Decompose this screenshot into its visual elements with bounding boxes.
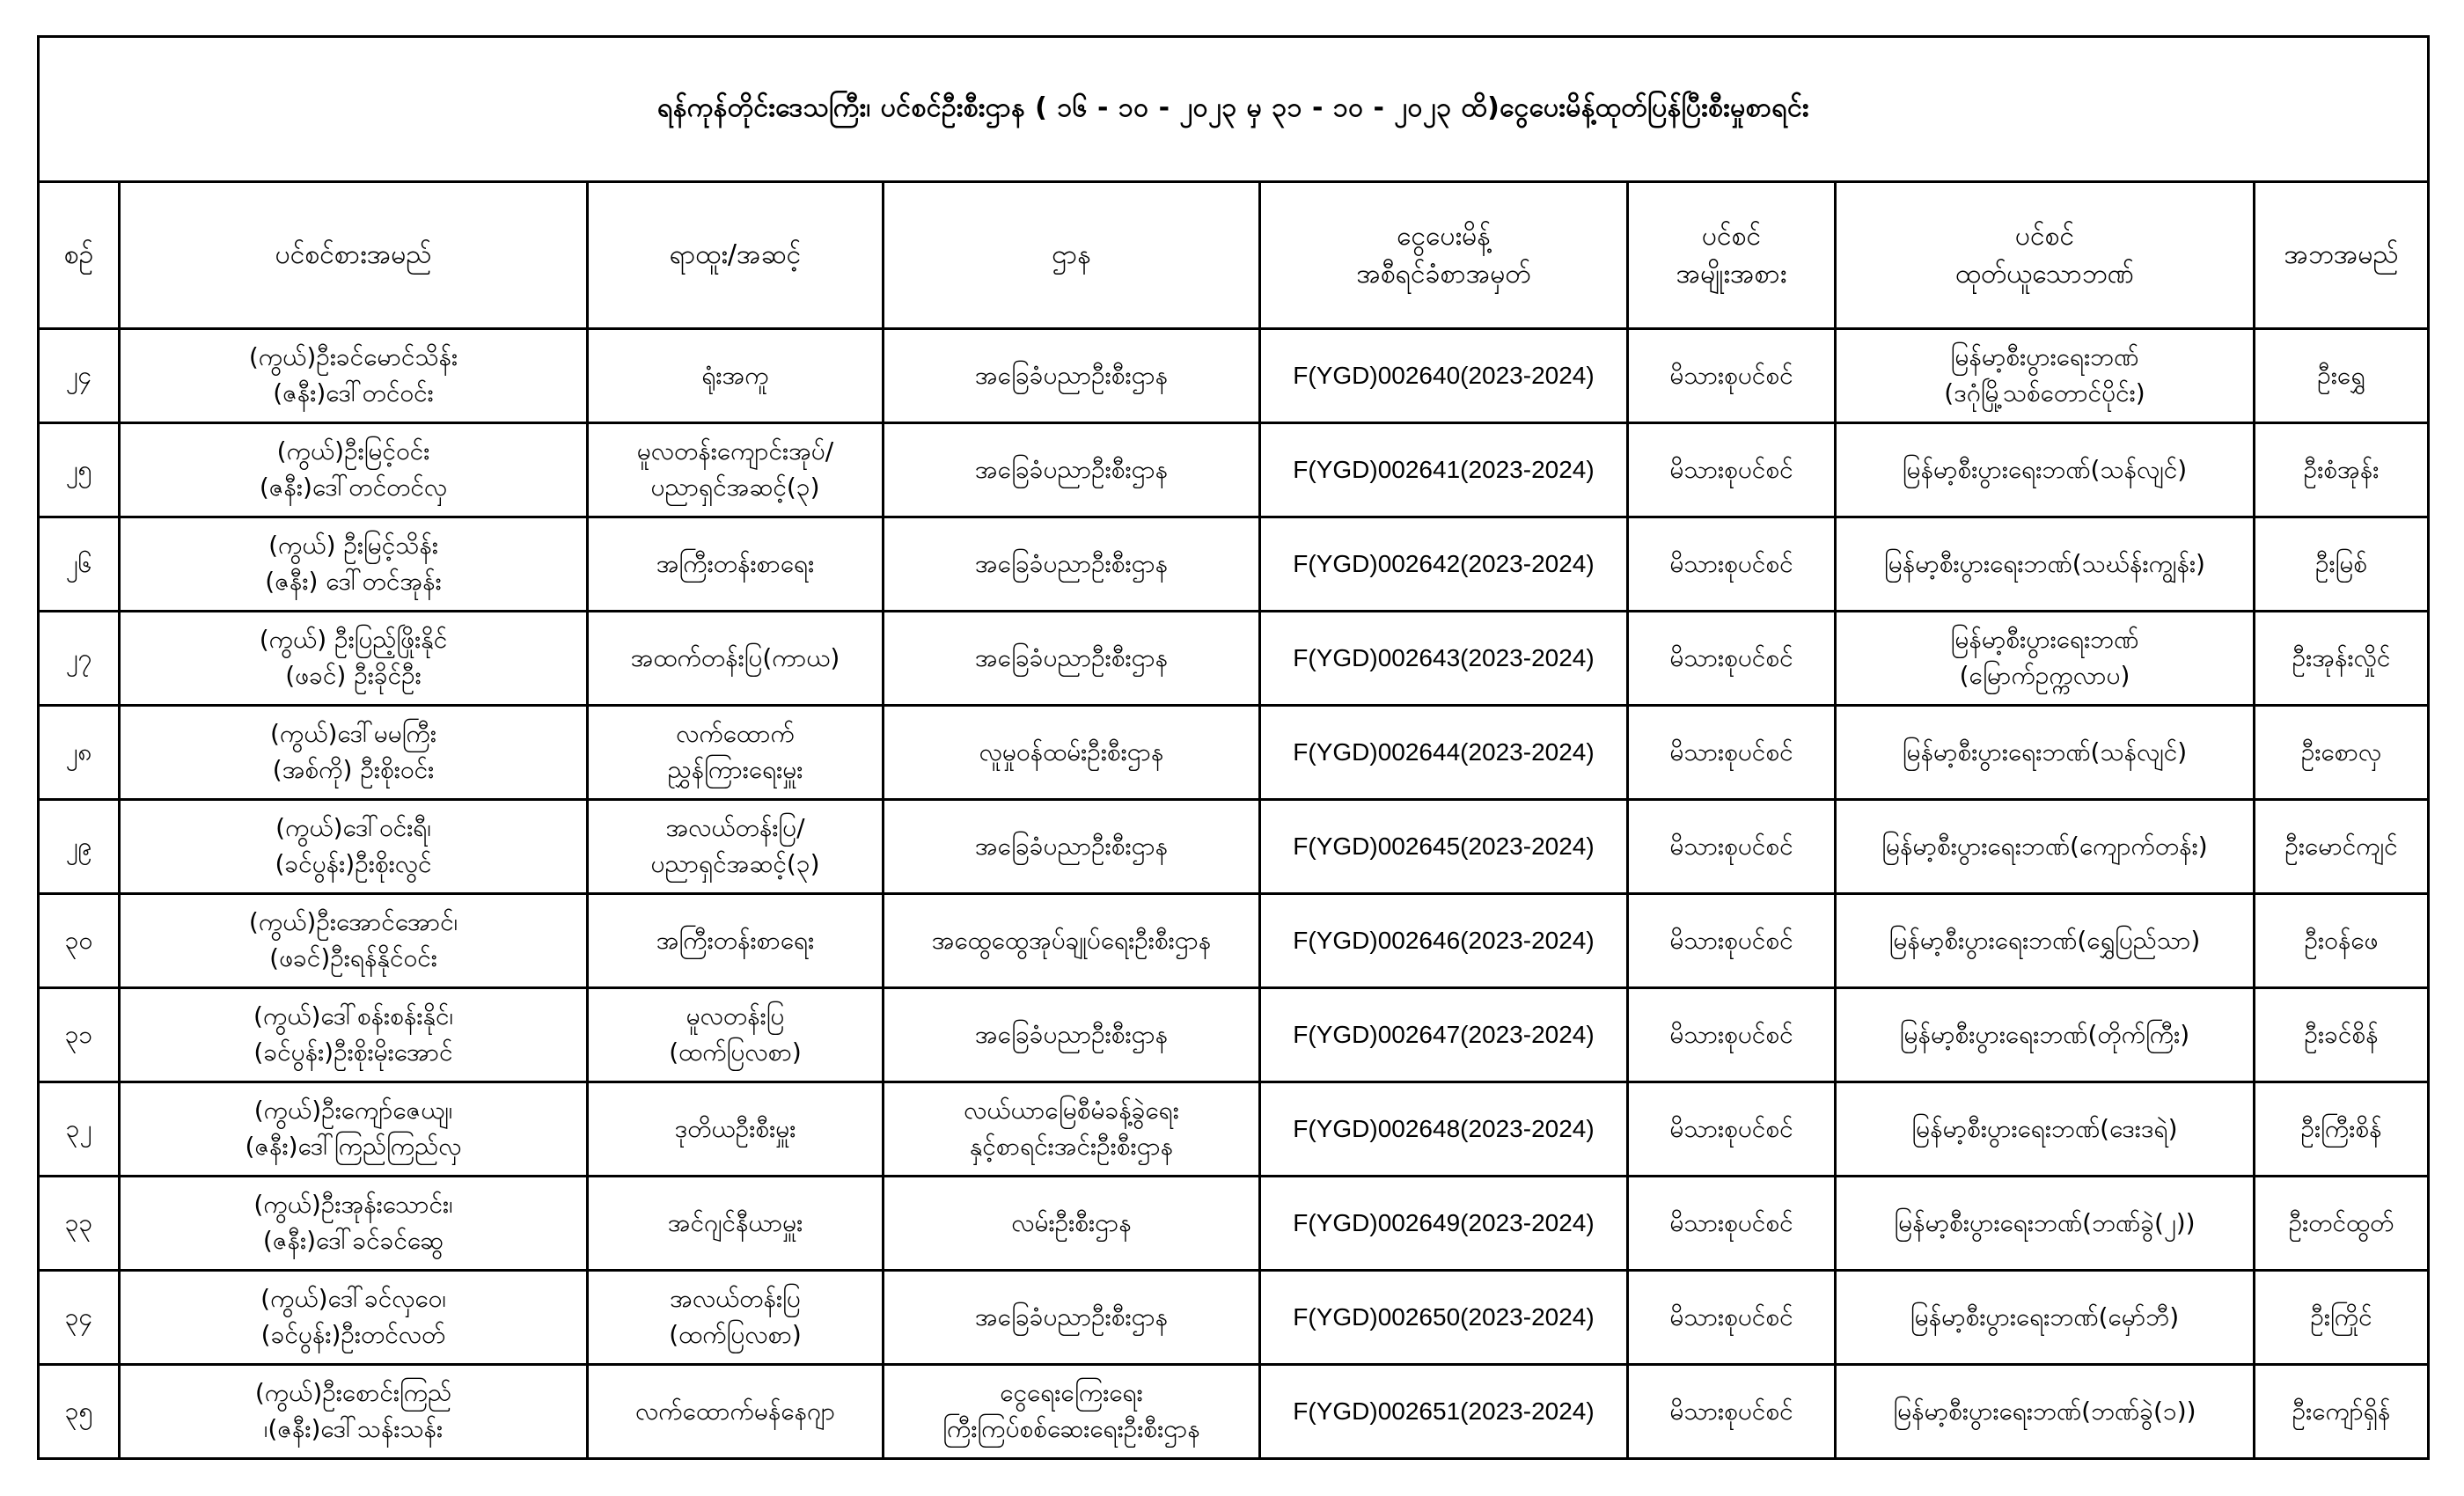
header-pension-type: ပင်စင် အမျိုးအစား [1628, 182, 1836, 329]
cell-pension-bank-line: မြန်မာ့စီးပွားရေးဘဏ် [1950, 342, 2139, 372]
table-row [39, 612, 2429, 706]
cell-serial: ၃၄ [39, 1271, 120, 1365]
header-payment-order-report-no: ငွေပေးမိန့် အစီရင်ခံစာအမှတ် [1260, 182, 1628, 329]
cell-pensioner-name-line: (ဇနီး) ဒေါ်တင်အုန်း [265, 567, 442, 596]
header-pension-bank: ပင်စင် ထုတ်ယူသောဘဏ် [1836, 182, 2255, 329]
cell-serial: ၃၅ [39, 1365, 120, 1459]
cell-serial: ၂၆ [39, 517, 120, 612]
cell-position-rank-line: မူလတန်းပြ [686, 1001, 785, 1031]
table-row [39, 423, 2429, 517]
cell-pension-type: မိသားစုပင်စင် [1628, 988, 1836, 1082]
cell-pensioner-name-line: (ဖခင်)ဦးရန်နိုင်ဝင်း [269, 943, 437, 972]
cell-department-line: အခြေခံပညာဦးစီးဌာန [974, 548, 1169, 578]
table-row [39, 329, 2429, 423]
cell-father-name: ဦးကျော်ရှိန် [2255, 1365, 2429, 1459]
cell-pensioner-name-line: (ကွယ်)ဦးအုန်းသောင်း၊ [253, 1190, 453, 1220]
cell-pensioner-name-line: (ခင်ပွန်း)ဦးစိုးလွင် [275, 849, 432, 878]
cell-report-number: F(YGD)002641(2023-2024) [1260, 423, 1628, 517]
cell-department-line: အခြေခံပညာဦးစီးဌာန [974, 831, 1169, 861]
cell-position-rank-line: လက်ထောက် [676, 719, 795, 749]
cell-pensioner-name [120, 988, 588, 1082]
table-row [39, 1082, 2429, 1177]
cell-pension-bank-line: မြန်မာ့စီးပွားရေးဘဏ်(ရွှေပြည်သာ) [1888, 925, 2201, 955]
cell-report-number: F(YGD)002643(2023-2024) [1260, 612, 1628, 706]
cell-pension-bank [1836, 1365, 2255, 1459]
pension-list-table [37, 35, 2430, 1460]
cell-department [884, 1177, 1260, 1271]
cell-father-name: ဦးတင်ထွတ် [2255, 1177, 2429, 1271]
cell-department-line: အထွေထွေအုပ်ချုပ်ရေးဦးစီးဌာန [931, 925, 1212, 955]
cell-pension-type: မိသားစုပင်စင် [1628, 517, 1836, 612]
header-father-name: အဘအမည် [2255, 182, 2429, 329]
cell-report-number: F(YGD)002647(2023-2024) [1260, 988, 1628, 1082]
cell-pensioner-name-line: (ဇနီး)ဒေါ်ခင်ခင်ဆွေ [262, 1226, 444, 1255]
cell-pension-bank-line: မြန်မာ့စီးပွားရေးဘဏ်(ဒေးဒရဲ) [1911, 1113, 2178, 1143]
cell-position-rank-line: အကြီးတန်းစာရေး [656, 548, 815, 578]
cell-department [884, 612, 1260, 706]
cell-report-number: F(YGD)002650(2023-2024) [1260, 1271, 1628, 1365]
cell-department-line: လူမှုဝန်ထမ်းဦးစီးဌာန [979, 737, 1164, 766]
cell-pensioner-name-line: (ဇနီး)ဒေါ်တင်တင်လှ [259, 473, 448, 502]
cell-pension-type: မိသားစုပင်စင် [1628, 1177, 1836, 1271]
cell-pensioner-name-line: (အစ်ကို) ဦးစိုးဝင်း [272, 755, 435, 784]
cell-position-rank-line: အလယ်တန်းပြ [670, 1284, 801, 1314]
cell-department-line: အခြေခံပညာဦးစီးဌာန [974, 1019, 1169, 1049]
cell-pension-type: မိသားစုပင်စင် [1628, 1271, 1836, 1365]
table-row [39, 706, 2429, 800]
cell-pensioner-name [120, 612, 588, 706]
cell-report-number: F(YGD)002651(2023-2024) [1260, 1365, 1628, 1459]
cell-pensioner-name-line: (ကွယ်)ဒေါ်စန်းစန်းနိုင်၊ [253, 1001, 453, 1031]
cell-report-number: F(YGD)002648(2023-2024) [1260, 1082, 1628, 1177]
cell-position-rank-line: အကြီးတန်းစာရေး [656, 925, 815, 955]
cell-report-number: F(YGD)002642(2023-2024) [1260, 517, 1628, 612]
cell-pension-bank [1836, 423, 2255, 517]
cell-pension-bank-line: မြန်မာ့စီးပွားရေးဘဏ်(ဘဏ်ခွဲ(၂)) [1894, 1207, 2196, 1237]
cell-pension-type: မိသားစုပင်စင် [1628, 329, 1836, 423]
cell-department [884, 329, 1260, 423]
cell-pension-bank [1836, 1271, 2255, 1365]
cell-department [884, 894, 1260, 988]
cell-father-name: ဦးရွှေ [2255, 329, 2429, 423]
cell-pensioner-name-line: (ဖခင်) ဦးခိုင်ဦး [285, 661, 422, 690]
cell-pension-type: မိသားစုပင်စင် [1628, 423, 1836, 517]
cell-pension-bank-line: (မြောက်ဥက္ကလာပ) [1959, 661, 2130, 690]
cell-pension-bank [1836, 612, 2255, 706]
cell-pensioner-name-line: (ကွယ်)ဦးအောင်အောင်၊ [248, 907, 458, 937]
table-row [39, 894, 2429, 988]
cell-father-name: ဦးမောင်ကျင် [2255, 800, 2429, 894]
cell-department-line: အခြေခံပညာဦးစီးဌာန [974, 360, 1169, 390]
cell-position-rank-line: အင်ဂျင်နီယာမှူး [667, 1207, 803, 1237]
cell-pensioner-name-line: (ကွယ်)ဦးစောင်းကြည် [254, 1378, 452, 1408]
cell-report-number: F(YGD)002640(2023-2024) [1260, 329, 1628, 423]
cell-pension-bank-line: (ဒဂုံမြို့သစ်တောင်ပိုင်း) [1944, 378, 2145, 407]
cell-position-rank-line: ဒုတိယဦးစီးမှူး [674, 1113, 796, 1143]
cell-father-name: ဦးဝန်ဖေ [2255, 894, 2429, 988]
cell-pension-bank-line: မြန်မာ့စီးပွားရေးဘဏ်(သန်လျင်) [1902, 737, 2188, 766]
cell-pension-bank [1836, 329, 2255, 423]
cell-pension-type: မိသားစုပင်စင် [1628, 612, 1836, 706]
cell-position-rank [588, 988, 884, 1082]
cell-position-rank [588, 517, 884, 612]
cell-pensioner-name [120, 1177, 588, 1271]
table-row [39, 517, 2429, 612]
cell-pension-type: မိသားစုပင်စင် [1628, 800, 1836, 894]
cell-position-rank [588, 800, 884, 894]
table-row [39, 1365, 2429, 1459]
title-row [39, 37, 2429, 182]
cell-pensioner-name-line: ၊(ဇနီး)ဒေါ်သန်းသန်း [263, 1414, 444, 1443]
header-department: ဌာန [884, 182, 1260, 329]
cell-report-number: F(YGD)002645(2023-2024) [1260, 800, 1628, 894]
cell-department-line: အခြေခံပညာဦးစီးဌာန [974, 642, 1169, 672]
cell-pensioner-name [120, 1365, 588, 1459]
cell-department [884, 1365, 1260, 1459]
cell-pensioner-name [120, 894, 588, 988]
cell-pension-type: မိသားစုပင်စင် [1628, 894, 1836, 988]
cell-position-rank [588, 423, 884, 517]
cell-department-line: လမ်းဦးစီးဌာန [1011, 1207, 1132, 1237]
cell-position-rank-line: လက်ထောက်မန်နေဂျာ [635, 1396, 835, 1426]
cell-department-line: လယ်ယာမြေစီမံခန့်ခွဲရေး [964, 1096, 1179, 1126]
cell-pension-bank-line: မြန်မာ့စီးပွားရေးဘဏ်(သဃ်န်းကျွန်း) [1884, 548, 2205, 578]
cell-department [884, 1271, 1260, 1365]
cell-serial: ၂၈ [39, 706, 120, 800]
cell-pensioner-name [120, 706, 588, 800]
cell-pension-bank-line: မြန်မာ့စီးပွားရေးဘဏ် [1950, 625, 2139, 655]
header-row [39, 182, 2429, 329]
cell-father-name: ဦးကြီးစိန် [2255, 1082, 2429, 1177]
cell-position-rank-line: ပညာရှင်အဆင့်(၃) [650, 849, 820, 878]
cell-father-name: ဦးမြစ် [2255, 517, 2429, 612]
cell-pensioner-name-line: (ကွယ်)ဒေါ်ဝင်းရီ၊ [275, 813, 431, 843]
cell-position-rank-line: (ထက်ပြလစာ) [669, 1038, 802, 1067]
cell-pension-bank-line: မြန်မာ့စီးပွားရေးဘဏ်(မှော်ဘီ) [1910, 1302, 2180, 1331]
cell-department-line: နှင့်စာရင်းအင်းဦးစီးဌာန [969, 1132, 1174, 1161]
cell-department [884, 517, 1260, 612]
cell-position-rank [588, 1082, 884, 1177]
cell-department [884, 988, 1260, 1082]
header-pensioner-name: ပင်စင်စားအမည် [120, 182, 588, 329]
cell-serial: ၂၅ [39, 423, 120, 517]
cell-pension-bank [1836, 517, 2255, 612]
cell-position-rank-line: (ထက်ပြလစာ) [669, 1320, 802, 1349]
cell-pension-bank [1836, 1082, 2255, 1177]
cell-father-name: ဦးအုန်းလှိုင် [2255, 612, 2429, 706]
cell-position-rank-line: အထက်တန်းပြ(ကာယ) [630, 642, 840, 672]
cell-pension-bank [1836, 706, 2255, 800]
cell-pension-bank-line: မြန်မာ့စီးပွားရေးဘဏ်(ဘဏ်ခွဲ(၁)) [1893, 1396, 2196, 1426]
cell-pensioner-name [120, 1271, 588, 1365]
cell-pensioner-name [120, 1082, 588, 1177]
cell-pension-bank [1836, 800, 2255, 894]
cell-report-number: F(YGD)002649(2023-2024) [1260, 1177, 1628, 1271]
cell-serial: ၂၄ [39, 329, 120, 423]
cell-position-rank [588, 612, 884, 706]
cell-pension-bank [1836, 1177, 2255, 1271]
cell-pensioner-name [120, 800, 588, 894]
cell-pension-type: မိသားစုပင်စင် [1628, 1365, 1836, 1459]
cell-department [884, 800, 1260, 894]
cell-pensioner-name-line: (ကွယ်)ဒေါ်ခင်လှဝေ၊ [260, 1284, 446, 1314]
cell-position-rank-line: ပညာရှင်အဆင့်(၃) [650, 473, 820, 502]
cell-serial: ၂၇ [39, 612, 120, 706]
cell-serial: ၃၃ [39, 1177, 120, 1271]
cell-pensioner-name-line: (ကွယ်)ဒေါ်မမကြီး [270, 719, 436, 749]
cell-position-rank [588, 329, 884, 423]
cell-father-name: ဦးခင်စိန် [2255, 988, 2429, 1082]
cell-pension-bank-line: မြန်မာ့စီးပွားရေးဘဏ်(တိုက်ကြီး) [1899, 1019, 2190, 1049]
cell-department-line: ငွေရေးကြေးရေး [1000, 1378, 1143, 1408]
cell-serial: ၃၀ [39, 894, 120, 988]
cell-father-name: ဦးကြိုင် [2255, 1271, 2429, 1365]
cell-pensioner-name-line: (ကွယ်)ဦးခင်မောင်သိန်း [248, 342, 458, 372]
cell-pensioner-name-line: (ကွယ်)ဦးကျော်ဇေယျ၊ [253, 1096, 453, 1126]
cell-pensioner-name-line: (ကွယ်) ဦးမြင့်သိန်း [268, 531, 438, 561]
cell-report-number: F(YGD)002646(2023-2024) [1260, 894, 1628, 988]
cell-position-rank [588, 1365, 884, 1459]
table-row [39, 800, 2429, 894]
cell-report-number: F(YGD)002644(2023-2024) [1260, 706, 1628, 800]
cell-pension-bank-line: မြန်မာ့စီးပွားရေးဘဏ်(သန်လျင်) [1902, 454, 2188, 484]
cell-position-rank-line: ညွှန်ကြားရေးမှူး [667, 755, 803, 784]
cell-pensioner-name-line: (ဇနီး)ဒေါ်တင်ဝင်း [273, 378, 434, 407]
cell-pensioner-name [120, 517, 588, 612]
cell-father-name: ဦးစံအုန်း [2255, 423, 2429, 517]
cell-pension-bank [1836, 894, 2255, 988]
cell-position-rank [588, 1271, 884, 1365]
cell-serial: ၂၉ [39, 800, 120, 894]
cell-position-rank [588, 706, 884, 800]
cell-pensioner-name-line: (ဇနီး)ဒေါ်ကြည်ကြည်လှ [245, 1132, 462, 1161]
cell-department-line: အခြေခံပညာဦးစီးဌာန [974, 1302, 1169, 1331]
cell-pension-type: မိသားစုပင်စင် [1628, 1082, 1836, 1177]
header-serial: စဉ် [39, 182, 120, 329]
cell-position-rank-line: အလယ်တန်းပြ/ [665, 813, 805, 843]
cell-serial: ၃၁ [39, 988, 120, 1082]
cell-position-rank [588, 894, 884, 988]
cell-pensioner-name [120, 423, 588, 517]
cell-department-line: ကြီးကြပ်စစ်ဆေးရေးဦးစီးဌာန [942, 1414, 1200, 1443]
cell-department [884, 1082, 1260, 1177]
table-row [39, 988, 2429, 1082]
cell-position-rank [588, 1177, 884, 1271]
cell-position-rank-line: မူလတန်းကျောင်းအုပ်/ [636, 436, 834, 466]
cell-father-name: ဦးစောလှ [2255, 706, 2429, 800]
cell-pension-bank-line: မြန်မာ့စီးပွားရေးဘဏ်(ကျောက်တန်း) [1881, 831, 2208, 861]
cell-pension-bank [1836, 988, 2255, 1082]
header-position-rank: ရာထူး/အဆင့် [588, 182, 884, 329]
cell-pension-type: မိသားစုပင်စင် [1628, 706, 1836, 800]
cell-pensioner-name [120, 329, 588, 423]
cell-department-line: အခြေခံပညာဦးစီးဌာန [974, 454, 1169, 484]
cell-position-rank-line: ရုံးအကူ [701, 360, 769, 390]
cell-serial: ၃၂ [39, 1082, 120, 1177]
cell-pensioner-name-line: (ကွယ်)ဦးမြင့်ဝင်း [276, 436, 430, 466]
cell-pensioner-name-line: (ခင်ပွန်း)ဦးစိုးမိုးအောင် [253, 1038, 453, 1067]
document-title: ရန်ကုန်တိုင်းဒေသကြီး၊ ပင်စင်ဦးစီးဌာန ( ၁၆ - ၁၀ - ၂၀၂၃ မှ ၃၁ - ၁၀ - ၂၀၂၃ ထိ)ငွေပေးမိန့်ထုတ်ပြန်ပြီးစီးမှုစာရင်း [39, 37, 2429, 182]
cell-pensioner-name-line: (ကွယ်) ဦးပြည့်ဖြိုးနိုင် [259, 625, 448, 655]
table-row [39, 1271, 2429, 1365]
cell-department [884, 423, 1260, 517]
table-row [39, 1177, 2429, 1271]
cell-pensioner-name-line: (ခင်ပွန်း)ဦးတင်လတ် [260, 1320, 446, 1349]
cell-department [884, 706, 1260, 800]
